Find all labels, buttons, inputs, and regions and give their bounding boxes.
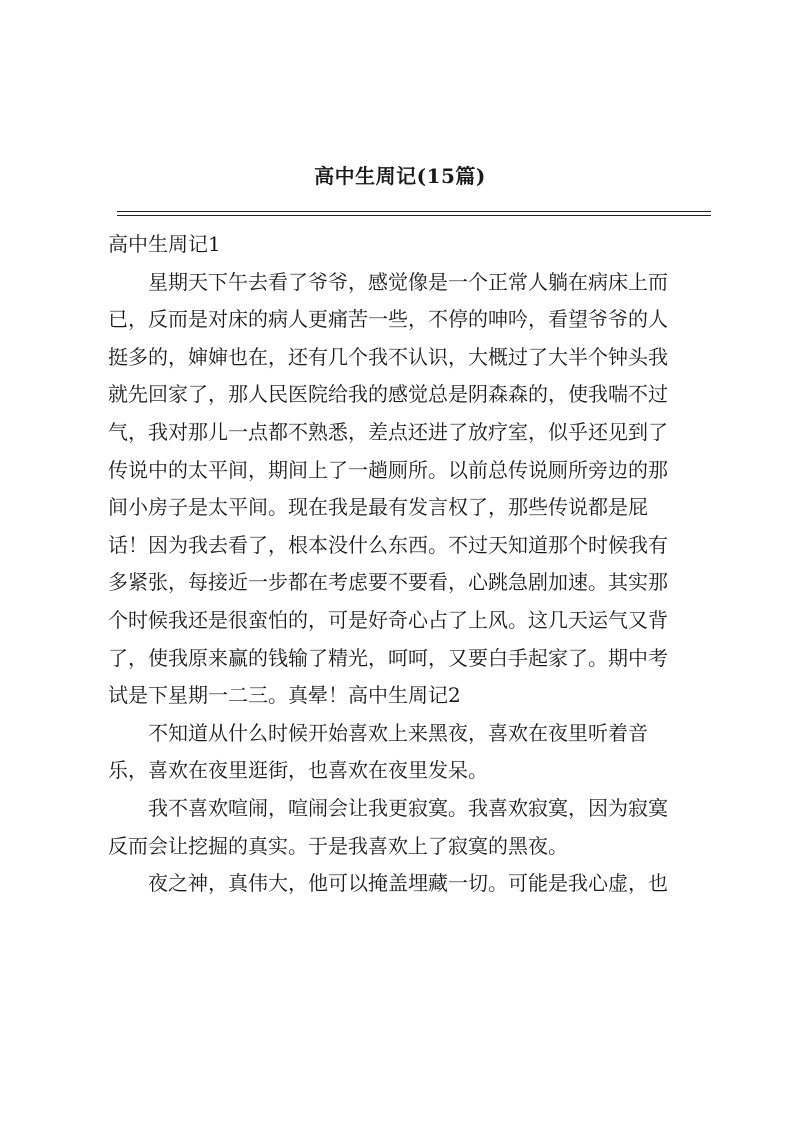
paragraph-line: 试是下星期一二三。真晕！高中生周记2 [108,683,461,708]
paragraph-line: 气，我对那儿一点都不熟悉，差点还进了放疗室，似乎还见到了 [108,419,668,444]
paragraph-line: 反而会让挖掘的真实。于是我喜欢上了寂寞的黑夜。 [108,833,568,858]
title-divider-top [117,211,711,212]
paragraph-line: 不知道从什么时候开始喜欢上来黑夜，喜欢在夜里听着音 [148,720,648,745]
paragraph-line: 我不喜欢喧闹，喧闹会让我更寂寞。我喜欢寂寞，因为寂寞 [148,795,668,820]
paragraph-line: 已，反而是对床的病人更痛苦一些，不停的呻吟，看望爷爷的人 [108,307,668,332]
paragraph-line: 个时候我还是很蛮怕的，可是好奇心占了上风。这几天运气又背 [108,607,668,632]
title-divider-bottom [117,215,711,216]
paragraph-line: 夜之神，真伟大，他可以掩盖埋藏一切。可能是我心虚，也 [148,871,668,896]
paragraph-line: 就先回家了，那人民医院给我的感觉总是阴森森的，使我喘不过 [108,382,668,407]
paragraph-line: 星期天下午去看了爷爷，感觉像是一个正常人躺在病床上而 [148,269,668,294]
paragraph-line: 传说中的太平间，期间上了一趟厕所。以前总传说厕所旁边的那 [108,457,668,482]
paragraph-line: 了，使我原来赢的钱输了精光，呵呵，又要白手起家了。期中考 [108,645,668,670]
document-body [108,226,712,903]
section-heading: 高中生周记1 [108,232,221,256]
paragraph-line: 间小房子是太平间。现在我是最有发言权了，那些传说都是屁 [108,495,648,520]
paragraph-line: 话！因为我去看了，根本没什么东西。不过天知道那个时候我有 [108,532,668,557]
paragraph-line: 多紧张，每接近一步都在考虑要不要看，心跳急剧加速。其实那 [108,570,668,595]
paragraph-line: 挺多的，婶婶也在，还有几个我不认识，大概过了大半个钟头我 [108,344,668,369]
document-title: 高中生周记(15篇) [314,164,486,188]
paragraph-line: 乐，喜欢在夜里逛街，也喜欢在夜里发呆。 [108,758,488,783]
